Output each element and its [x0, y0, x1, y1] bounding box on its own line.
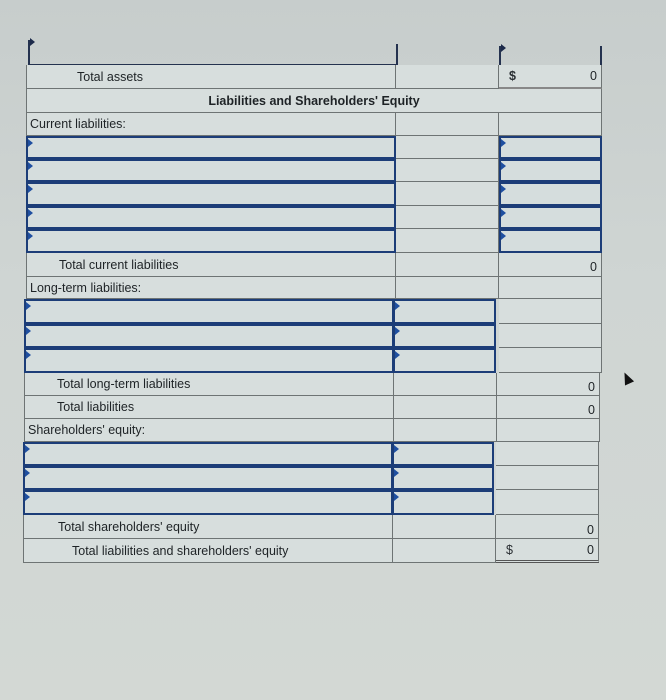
- empty-cell: [396, 229, 499, 253]
- long-term-liability-amount-input-2[interactable]: [393, 324, 496, 348]
- shareholders-equity-label: Shareholders' equity:: [24, 419, 394, 442]
- current-liability-amount-input-1[interactable]: [499, 136, 602, 159]
- empty-cell: [496, 466, 599, 490]
- long-term-liability-amount-input-1[interactable]: [393, 299, 496, 324]
- row-shareholders-equity: [0, 419, 666, 442]
- empty-cell: [396, 182, 499, 206]
- column-divider: [396, 44, 398, 66]
- total-liabilities-label: Total liabilities: [24, 396, 394, 419]
- total-shareholders-equity-label: Total shareholders' equity: [23, 515, 393, 539]
- currency-symbol: $: [506, 542, 513, 557]
- section-header: Liabilities and Shareholders' Equity: [26, 89, 602, 113]
- row-total-assets: [0, 65, 666, 89]
- total-current-liabilities-cell: [499, 253, 602, 277]
- total-assets-amount-cell: [499, 65, 602, 89]
- total-current-liabilities-label: Total current liabilities: [26, 253, 396, 277]
- equity-account-input-3[interactable]: [23, 490, 393, 515]
- long-term-liability-row: [0, 324, 666, 348]
- current-liabilities-label: Current liabilities:: [26, 113, 396, 136]
- long-term-liability-account-input-1[interactable]: [24, 299, 394, 324]
- total-shareholders-equity-cell: [496, 515, 599, 539]
- current-liability-account-input-1[interactable]: [26, 136, 396, 159]
- total-liabilities-and-equity-cell: [496, 539, 599, 563]
- empty-cell: [394, 373, 497, 396]
- long-term-liabilities-label: Long-term liabilities:: [26, 277, 396, 299]
- empty-cell: [499, 348, 602, 373]
- total-long-term-liabilities-value: 0: [588, 380, 595, 394]
- empty-cell: [499, 113, 602, 136]
- empty-cell: [496, 490, 599, 515]
- total-liabilities-and-equity-value: 0: [587, 542, 594, 557]
- long-term-liability-amount-input-3[interactable]: [393, 348, 496, 373]
- total-liabilities-value: 0: [588, 403, 595, 417]
- long-term-liability-row: [0, 299, 666, 324]
- equity-amount-input-3[interactable]: [392, 490, 494, 515]
- empty-cell: [499, 277, 602, 299]
- empty-cell: [396, 159, 499, 182]
- top-amount-input[interactable]: [499, 46, 602, 67]
- row-total-liabilities: [0, 396, 666, 419]
- empty-cell: [396, 253, 499, 277]
- total-shareholders-equity-value: 0: [587, 523, 594, 537]
- equity-row: [0, 466, 666, 490]
- current-liability-account-input-5[interactable]: [26, 229, 396, 253]
- empty-cell: [499, 324, 602, 348]
- row-total-liabilities-and-equity: [0, 539, 666, 563]
- current-liability-amount-input-5[interactable]: [499, 229, 602, 253]
- total-assets-col2: [396, 65, 499, 89]
- empty-cell: [393, 515, 496, 539]
- current-liability-row: [0, 229, 666, 253]
- equity-account-input-1[interactable]: [23, 442, 393, 466]
- empty-cell: [499, 299, 602, 324]
- total-current-liabilities-value: 0: [590, 260, 597, 274]
- current-liability-amount-input-2[interactable]: [499, 159, 602, 182]
- current-liability-account-input-2[interactable]: [26, 159, 396, 182]
- row-current-liabilities: [0, 113, 666, 136]
- equity-amount-input-1[interactable]: [392, 442, 494, 466]
- current-liability-amount-input-3[interactable]: [499, 182, 602, 206]
- empty-cell: [497, 419, 600, 442]
- total-long-term-liabilities-cell: [497, 373, 600, 396]
- row-total-current-liabilities: [0, 253, 666, 277]
- current-liability-account-input-3[interactable]: [26, 182, 396, 206]
- empty-cell: [396, 113, 499, 136]
- row-total-shareholders-equity: [0, 515, 666, 539]
- total-long-term-liabilities-label: Total long-term liabilities: [24, 373, 394, 396]
- empty-cell: [496, 442, 599, 466]
- empty-cell: [396, 277, 499, 299]
- equity-account-input-2[interactable]: [23, 466, 393, 490]
- current-liability-row: [0, 182, 666, 206]
- current-liability-row: [0, 206, 666, 229]
- empty-cell: [394, 419, 497, 442]
- total-liabilities-and-equity-label: Total liabilities and shareholders' equity: [23, 539, 393, 563]
- current-liability-amount-input-4[interactable]: [499, 206, 602, 229]
- currency-symbol: $: [509, 69, 516, 83]
- empty-cell: [396, 206, 499, 229]
- row-total-long-term-liabilities: [0, 373, 666, 396]
- empty-cell: [393, 539, 496, 563]
- equity-row: [0, 442, 666, 466]
- equity-amount-input-2[interactable]: [392, 466, 494, 490]
- total-assets-value: 0: [590, 69, 597, 83]
- long-term-liability-row: [0, 348, 666, 373]
- current-liability-row: [0, 136, 666, 159]
- total-liabilities-cell: [497, 396, 600, 419]
- current-liability-row: [0, 159, 666, 182]
- empty-cell: [396, 136, 499, 159]
- row-long-term-liabilities: [0, 277, 666, 299]
- current-liability-account-input-4[interactable]: [26, 206, 396, 229]
- row-section-header: [0, 89, 666, 113]
- top-account-input[interactable]: [28, 40, 396, 66]
- long-term-liability-account-input-3[interactable]: [24, 348, 394, 373]
- total-assets-label: Total assets: [26, 65, 396, 89]
- equity-row: [0, 490, 666, 515]
- long-term-liability-account-input-2[interactable]: [24, 324, 394, 348]
- empty-cell: [394, 396, 497, 419]
